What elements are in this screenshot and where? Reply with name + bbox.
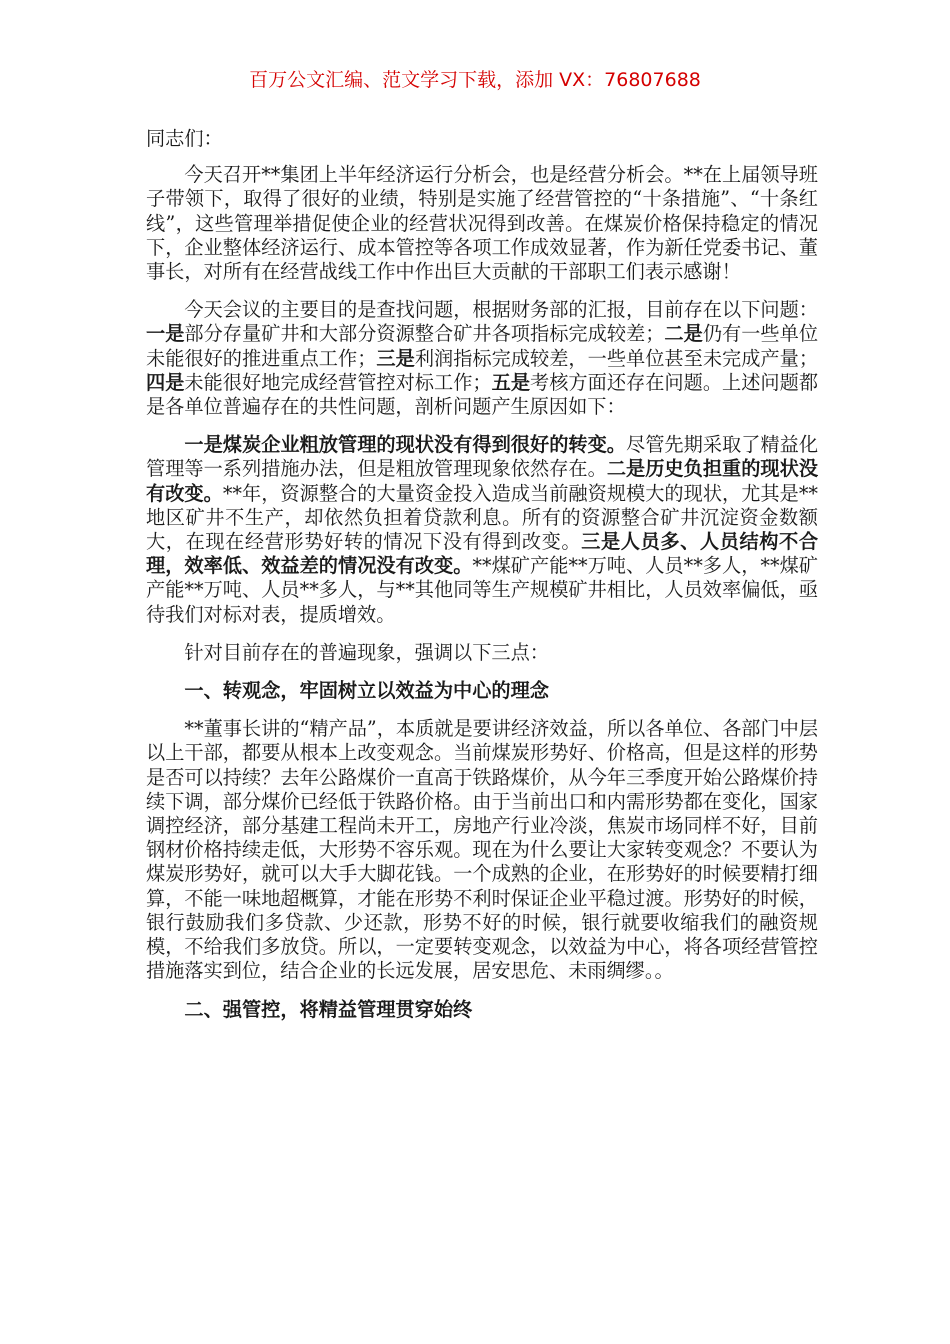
paragraph-problems (146, 298, 818, 419)
section-heading-2: 二、强管控，将精益管理贯穿始终 (184, 997, 473, 1021)
problem-5-text: 考核方面还存在问题。上述问题都是各单位普遍存在的共性问题，剖析问题产生原因如下： (146, 370, 819, 419)
problem-1-text: 部分存量矿井和大部分资源整合矿井各项指标完成较差； (184, 322, 665, 346)
paragraph-section-1: **董事长讲的“精产品”，本质就是要讲经济效益，所以各单位、各部门中层以上干部，都要从根本上改变观念。当前煤炭形势好、价格高，但是这样的形势是否可以持续？去年公路煤价一直高于铁路煤价，从今年三季度开始公路煤价持续下调，部分煤价已经低于铁路价格。由于当前出口和内需形势都在变化，国家调控经济，部分基建工程尚未开工，房地产行业冷淡，焦炭市场同样不好，目前钢材价格持续走低，大形势不容乐观。现在为什么要让大家转变观念？不要认为煤炭形势好，就可以大手大脚花钱。一个成熟的企业，在形势好的时候要精打细算，不能一味地超概算，才能在形势不利时保证企业平稳过渡。形势好的时候，银行鼓励我们多贷款、少还款，形势不好的时候，银行就要收缩我们的融资规模，不给我们多放贷。所以，一定要转变观念，以效益为中心，将各项经营管控措施落实到位，结合企业的长远发展，居安思危、未雨绸缪。。 (146, 717, 819, 983)
paragraph-three-points-intro: 针对目前存在的普遍现象，强调以下三点： (184, 640, 549, 664)
problem-2-text: 仍有一些单位未能很好的推进重点工作； (146, 322, 819, 370)
cause-3-heading: 三是人员多、人员结构不合理，效率低、效益差的情况没有改变。 (146, 530, 819, 578)
cause-2-text: **年，资源整合的大量资金投入造成当前融资规模大的现状，尤其是**地区矿井不生产，却依然负担着贷款利息。所有的资源整合矿井沉淀资金数额大，在现在经营形势好转的情况下没有得到改变。 (146, 481, 819, 554)
problem-4-label: 四是 (146, 370, 185, 394)
paragraph-opening: 今天召开**集团上半年经济运行分析会，也是经营分析会。**在上届领导班子带领下，取得了很好的业绩，特别是实施了经营管控的“十条措施”、“十条红线”，这些管理举措促使企业的经营状况得到改善。在煤炭价格保持稳定的情况下，企业整体经济运行、成本管控等各项工作成效显著，作为新任党委书记、董事长，对所有在经营战线工作中作出巨大贡献的干部职工们表示感谢！ (146, 163, 818, 284)
problem-2-label: 二是 (664, 322, 703, 346)
problem-1-label: 一是 (146, 322, 185, 346)
problems-intro: 今天会议的主要目的是查找问题，根据财务部的汇报，目前存在以下问题： (184, 298, 818, 322)
problem-4-text: 未能很好地完成经营管控对标工作； (184, 370, 492, 394)
cause-1-heading: 一是煤炭企业粗放管理的现状没有得到很好的转变。 (184, 433, 627, 457)
cause-2-heading: 二是历史负担重的现状没有改变。 (146, 457, 819, 505)
salutation: 同志们： (146, 127, 223, 150)
cause-3-text: **煤矿产能**万吨、人员**多人，**煤矿产能**万吨、人员**多人，与**其他同等生产规模矿井相比，人员效率偏低，亟待我们对标对表，提质增效。 (146, 554, 818, 626)
problem-3-label: 三是 (376, 346, 415, 370)
paragraph-causes (146, 433, 818, 627)
section-heading-1: 一、转观念，牢固树立以效益为中心的理念 (184, 679, 549, 703)
watermark-header: 百万公文汇编、范文学习下载，添加 VX：76807688 (249, 69, 701, 91)
document-body (146, 127, 818, 1036)
problem-3-text: 利润指标完成较差，一些单位甚至未完成产量； (414, 346, 819, 370)
cause-1-text: 尽管先期采取了精益化管理等一系列措施办法，但是粗放管理现象依然存在。 (146, 433, 819, 481)
problem-5-label: 五是 (491, 370, 531, 394)
